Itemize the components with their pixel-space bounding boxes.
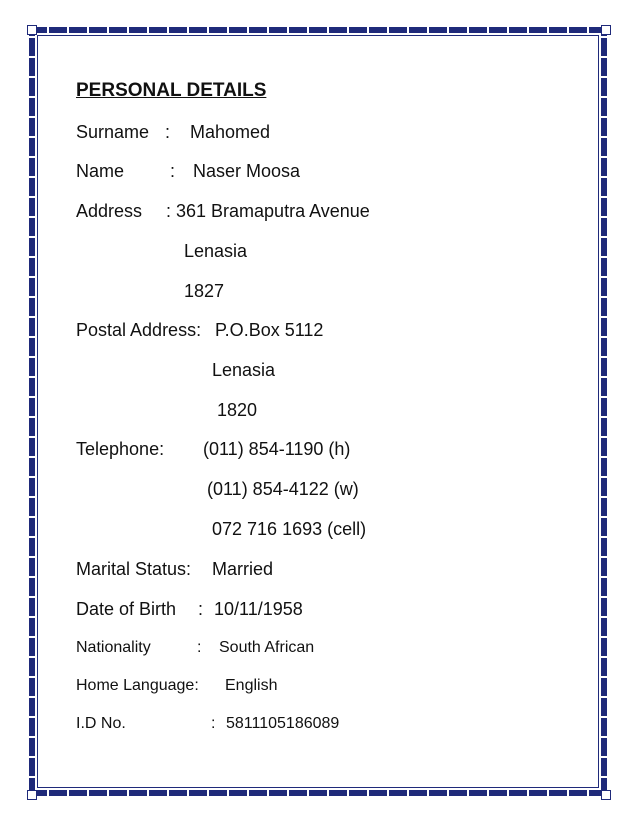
id-number-value: 5811105186089 xyxy=(226,715,340,732)
home-language-label: Home Language: xyxy=(76,677,199,694)
border-corner-top-right xyxy=(601,25,611,35)
surname-label: Surname xyxy=(76,122,150,142)
marital-status-value: Married xyxy=(212,559,274,579)
name-label: Name xyxy=(76,161,125,181)
postal-address-line-1: P.O.Box 5112 xyxy=(215,320,324,340)
border-corner-top-left xyxy=(27,25,37,35)
border-corner-bottom-right xyxy=(601,790,611,800)
telephone-cell: 072 716 1693 (cell) xyxy=(212,519,367,539)
home-language-value: English xyxy=(225,677,278,694)
page-border-bottom-ticks xyxy=(29,790,607,796)
telephone-work: (011) 854-4122 (w) xyxy=(207,479,359,499)
postal-address-line-2: Lenasia xyxy=(212,360,276,380)
border-corner-bottom-left xyxy=(27,790,37,800)
surname-value: Mahomed xyxy=(190,122,271,142)
telephone-label: Telephone: xyxy=(76,439,165,459)
address-line-2: Lenasia xyxy=(184,241,248,261)
name-separator: : xyxy=(170,161,176,181)
page-border-top-ticks xyxy=(29,27,607,33)
page-title: PERSONAL DETAILS xyxy=(76,80,267,101)
nationality-label: Nationality xyxy=(76,639,151,656)
id-number-separator: : xyxy=(211,715,216,732)
nationality-value: South African xyxy=(219,639,315,656)
date-of-birth-separator: : xyxy=(198,599,204,619)
surname-separator: : xyxy=(165,122,171,142)
page-border-right-ticks xyxy=(601,27,607,796)
address-label: Address xyxy=(76,201,143,221)
date-of-birth-label: Date of Birth xyxy=(76,599,177,619)
address-line-3: 1827 xyxy=(184,281,225,301)
postal-address-label: Postal Address: xyxy=(76,320,202,340)
telephone-home: (011) 854-1190 (h) xyxy=(203,439,351,459)
marital-status-label: Marital Status: xyxy=(76,559,192,579)
nationality-separator: : xyxy=(197,639,202,656)
address-line-1: : 361 Bramaputra Avenue xyxy=(166,201,370,221)
postal-address-line-3: 1820 xyxy=(217,400,258,420)
id-number-label: I.D No. xyxy=(76,715,126,732)
name-value: Naser Moosa xyxy=(193,161,301,181)
page-border-left-ticks xyxy=(29,27,35,796)
date-of-birth-value: 10/11/1958 xyxy=(214,599,303,619)
